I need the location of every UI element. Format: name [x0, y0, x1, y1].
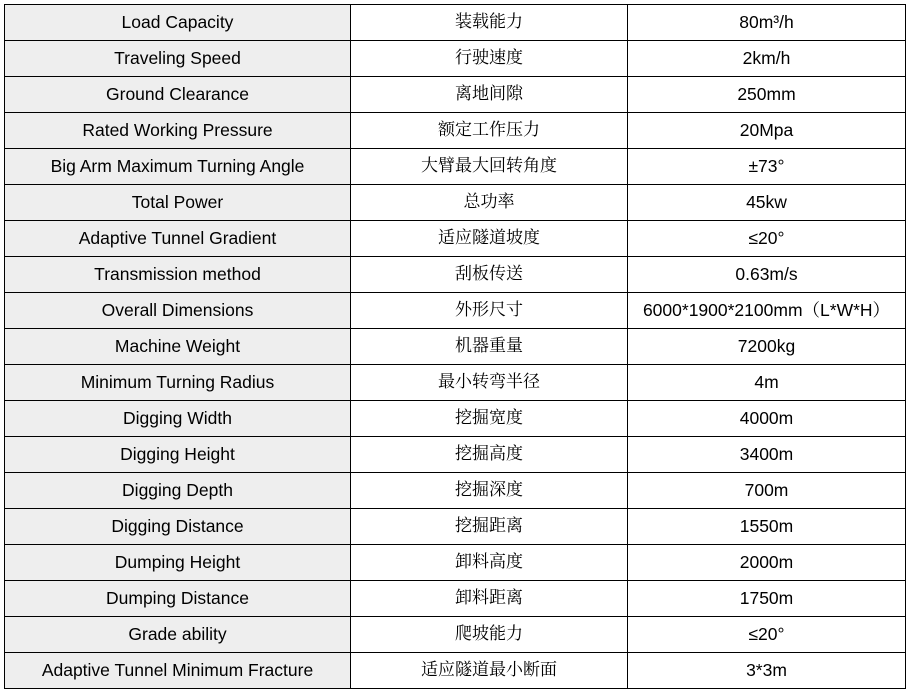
spec-name-zh: 适应隧道最小断面 [351, 653, 628, 689]
specification-table-body [5, 5, 906, 689]
spec-name-en: Traveling Speed [5, 41, 351, 77]
specification-table [4, 4, 906, 689]
spec-name-zh: 卸料高度 [351, 545, 628, 581]
spec-name-en: Machine Weight [5, 329, 351, 365]
spec-name-en: Adaptive Tunnel Gradient [5, 221, 351, 257]
spec-name-zh: 挖掘距离 [351, 509, 628, 545]
table-row [5, 77, 906, 113]
spec-name-en: Total Power [5, 185, 351, 221]
spec-name-en: Rated Working Pressure [5, 113, 351, 149]
table-row [5, 5, 906, 41]
spec-value: 3*3m [628, 653, 906, 689]
spec-name-zh: 外形尺寸 [351, 293, 628, 329]
spec-name-en: Ground Clearance [5, 77, 351, 113]
spec-name-en: Digging Distance [5, 509, 351, 545]
table-row [5, 221, 906, 257]
spec-name-en: Big Arm Maximum Turning Angle [5, 149, 351, 185]
spec-value: 1550m [628, 509, 906, 545]
spec-name-zh: 刮板传送 [351, 257, 628, 293]
spec-name-en: Dumping Height [5, 545, 351, 581]
spec-value: 250mm [628, 77, 906, 113]
table-row [5, 149, 906, 185]
table-row [5, 545, 906, 581]
spec-value: 0.63m/s [628, 257, 906, 293]
spec-name-zh: 大臂最大回转角度 [351, 149, 628, 185]
table-row [5, 581, 906, 617]
table-row [5, 185, 906, 221]
table-row [5, 113, 906, 149]
spec-name-en: Dumping Distance [5, 581, 351, 617]
table-row [5, 365, 906, 401]
spec-name-zh: 离地间隙 [351, 77, 628, 113]
table-row [5, 617, 906, 653]
spec-name-zh: 卸料距离 [351, 581, 628, 617]
table-row [5, 653, 906, 689]
spec-value: 4m [628, 365, 906, 401]
spec-name-en: Digging Depth [5, 473, 351, 509]
spec-name-en: Overall Dimensions [5, 293, 351, 329]
spec-name-en: Minimum Turning Radius [5, 365, 351, 401]
table-row [5, 293, 906, 329]
table-row [5, 41, 906, 77]
spec-value: 3400m [628, 437, 906, 473]
spec-value: 7200kg [628, 329, 906, 365]
spec-name-zh: 总功率 [351, 185, 628, 221]
spec-name-en: Digging Width [5, 401, 351, 437]
spec-name-zh: 挖掘宽度 [351, 401, 628, 437]
spec-name-zh: 机器重量 [351, 329, 628, 365]
spec-name-en: Transmission method [5, 257, 351, 293]
table-row [5, 473, 906, 509]
spec-value: ≤20° [628, 221, 906, 257]
spec-name-zh: 爬坡能力 [351, 617, 628, 653]
spec-name-zh: 适应隧道坡度 [351, 221, 628, 257]
spec-name-en: Load Capacity [5, 5, 351, 41]
table-row [5, 401, 906, 437]
table-row [5, 509, 906, 545]
spec-value: 6000*1900*2100mm（L*W*H） [628, 293, 906, 329]
table-row [5, 257, 906, 293]
table-row [5, 437, 906, 473]
spec-name-zh: 最小转弯半径 [351, 365, 628, 401]
spec-value: ≤20° [628, 617, 906, 653]
spec-value: 1750m [628, 581, 906, 617]
spec-name-zh: 挖掘高度 [351, 437, 628, 473]
spec-name-zh: 额定工作压力 [351, 113, 628, 149]
spec-name-zh: 挖掘深度 [351, 473, 628, 509]
spec-value: 80m³/h [628, 5, 906, 41]
spec-value: 700m [628, 473, 906, 509]
spec-name-en: Adaptive Tunnel Minimum Fracture [5, 653, 351, 689]
spec-value: 2000m [628, 545, 906, 581]
spec-name-en: Digging Height [5, 437, 351, 473]
spec-name-en: Grade ability [5, 617, 351, 653]
spec-value: 4000m [628, 401, 906, 437]
spec-name-zh: 行驶速度 [351, 41, 628, 77]
table-row [5, 329, 906, 365]
spec-value: 20Mpa [628, 113, 906, 149]
spec-name-zh: 装载能力 [351, 5, 628, 41]
spec-value: 45kw [628, 185, 906, 221]
spec-value: ±73° [628, 149, 906, 185]
spec-value: 2km/h [628, 41, 906, 77]
